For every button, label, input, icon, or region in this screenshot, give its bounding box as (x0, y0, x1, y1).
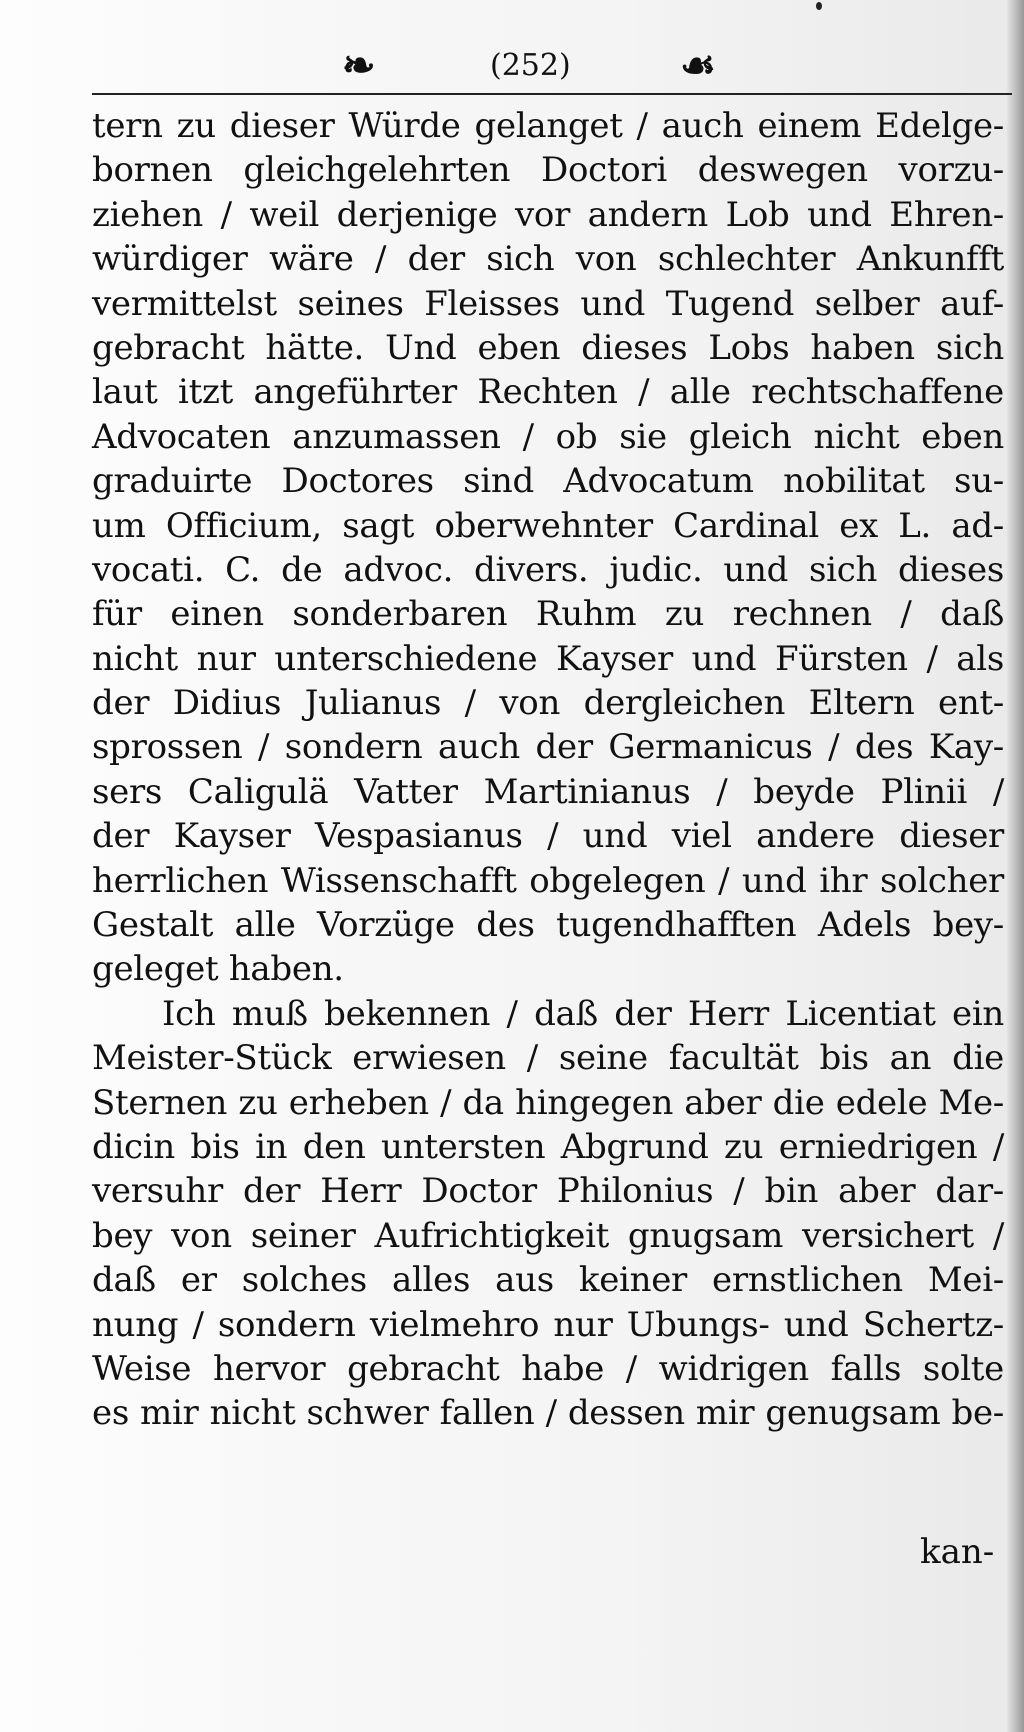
spine-shadow (1006, 0, 1024, 1732)
text-line: gebracht hätte. Und eben dieses Lobs haben sich (92, 327, 1004, 368)
text-line: der Didius Julianus / von dergleichen Eltern ent- (92, 683, 1004, 724)
paragraph-start-line: Ich muß bekennen / daß der Herr Licentiat ein (162, 993, 1004, 1034)
text-line: bey von seiner Aufrichtigkeit gnugsam versichert / (92, 1215, 1004, 1256)
text-line: Gestalt alle Vorzüge des tugendhafften Adels bey- (92, 905, 1004, 946)
text-line: nung / sondern vielmehro nur Ubungs- und Schertz- (92, 1304, 1004, 1345)
catchword: kan- (920, 1532, 995, 1572)
text-line: Meister-Stück erwiesen / seine facultät bis an die (92, 1038, 1004, 1079)
text-line: würdiger wäre / der sich von schlechter Ankunfft (92, 239, 1004, 280)
text-line: versuhr der Herr Doctor Philonius / bin aber dar- (92, 1171, 1004, 1212)
text-line: Sternen zu erheben / da hingegen aber die edele Me- (92, 1082, 1004, 1123)
ink-speck (816, 2, 822, 10)
text-line: dicin bis in den untersten Abgrund zu erniedrigen / (92, 1126, 1004, 1167)
text-line: Advocaten anzumassen / ob sie gleich nicht eben (92, 416, 1004, 457)
text-line: sers Caligulä Vatter Martinianus / beyde Plinii / (92, 771, 1004, 812)
running-head (92, 36, 1012, 96)
text-line: bornen gleichgelehrten Doctori deswegen vorzu- (92, 150, 1004, 191)
text-line: um Officium, sagt oberwehnter Cardinal ex L. ad- (92, 505, 1004, 546)
text-line: für einen sonderbaren Ruhm zu rechnen / daß (92, 594, 1004, 635)
text-line: nicht nur unterschiedene Kayser und Fürsten / als (92, 638, 1004, 679)
text-line: ziehen / weil derjenige vor andern Lob und Ehren- (92, 194, 1004, 235)
paragraph-end-line: geleget haben. (92, 949, 344, 990)
text-line: es mir nicht schwer fallen / dessen mir genugsam be- (92, 1393, 1004, 1434)
text-line: vermittelst seines Fleisses und Tugend selber auf- (92, 283, 1004, 324)
page-number: (252) (490, 48, 571, 83)
text-line: daß er solches alles aus keiner ernstlichen Mei- (92, 1260, 1004, 1301)
text-line: Weise hervor gebracht habe / widrigen falls solte (92, 1348, 1004, 1389)
text-line: herrlichen Wissenschafft obgelegen / und ihr solcher (92, 860, 1004, 901)
text-line: laut itzt angeführter Rechten / alle rechtschaffene (92, 372, 1004, 413)
left-ornament-icon: ❧ (342, 42, 374, 89)
body-text (92, 104, 1004, 1436)
right-ornament-icon: ☙ (680, 42, 714, 89)
header-rule (92, 93, 1012, 95)
text-line: der Kayser Vespasianus / und viel andere dieser (92, 816, 1004, 857)
text-line: vocati. C. de advoc. divers. judic. und sich dieses (92, 549, 1004, 590)
text-line: tern zu dieser Würde gelanget / auch einem Edelge- (92, 106, 1004, 146)
text-line: sprossen / sondern auch der Germanicus / des Kay- (92, 727, 1004, 768)
text-line: graduirte Doctores sind Advocatum nobilitat su- (92, 461, 1004, 502)
